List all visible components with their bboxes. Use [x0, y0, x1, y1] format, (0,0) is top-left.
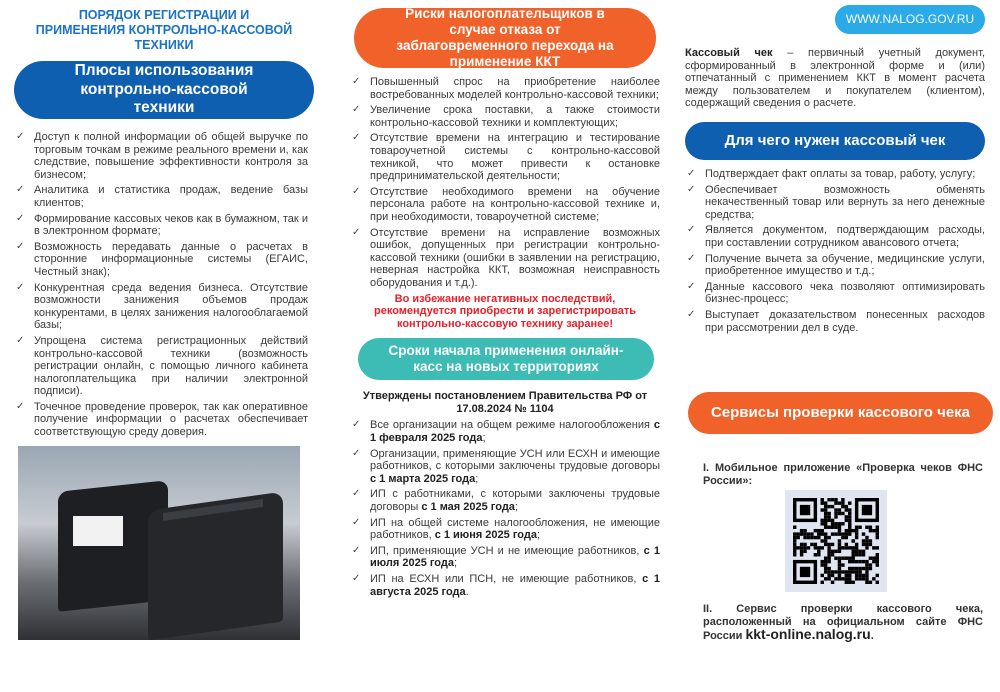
- deadline-item: [350, 448, 660, 486]
- risks-list: [350, 76, 660, 290]
- list-item-text: Формирование кассовых чеков как в бумажном, так и в электронном формате;: [34, 212, 308, 238]
- list-item: [685, 309, 985, 334]
- list-item-text: Подтверждает факт оплаты за товар, работу, услугу;: [705, 167, 976, 180]
- middle-column: [350, 5, 660, 601]
- website-link[interactable]: WWW.NALOG.GOV.RU: [835, 5, 985, 34]
- services-heading: Сервисы проверки кассового чека: [688, 392, 993, 434]
- checkmark-icon: ✓: [16, 334, 25, 346]
- deadline-text: ИП, применяющие УСН и не имеющие работников,: [370, 544, 644, 557]
- deadlines-list: [350, 419, 660, 598]
- checkmark-icon: ✓: [352, 76, 361, 87]
- list-item: [685, 253, 985, 278]
- qr-code-image: [793, 498, 879, 584]
- list-item-text: Получение вычета за обучение, медицинские услуги, приобретенное имущество и т.д.;: [705, 252, 985, 278]
- list-item: [14, 184, 308, 209]
- checkmark-icon: ✓: [352, 516, 361, 528]
- list-item-text: Отсутствие времени на интеграцию и тестирование товароучетной системы с контрольно-кассовой техникой, что может привести к остановке предпринимательской деятельности;: [370, 132, 660, 183]
- deadline-end: ;: [536, 529, 541, 542]
- service-website-text: II. Сервис проверки кассового чека, расположенный на официальном сайте ФНС России: [703, 603, 983, 643]
- deadline-item: [350, 517, 660, 542]
- advantages-list: [14, 131, 314, 439]
- checkmark-icon: ✓: [687, 183, 696, 195]
- checkmark-icon: ✓: [687, 280, 696, 292]
- deadline-text: ИП на ЕСХН или ПСН, не имеющие работников,: [370, 573, 643, 585]
- definition-term: Кассовый чек: [685, 47, 773, 59]
- list-item-text: Упрощена система регистрационных действий контрольно-кассовой техники (возможность регистрации онлайн, с помощью личного кабинета налогоплательщика при наличии электронной подписи).: [34, 334, 308, 398]
- deadline-text: ИП с работниками, с которыми заключены трудовые договоры: [370, 488, 660, 514]
- deadline-item: [350, 573, 660, 598]
- checkmark-icon: ✓: [687, 252, 696, 264]
- list-item: [14, 131, 308, 181]
- checkmark-icon: ✓: [16, 184, 25, 196]
- checkmark-icon: ✓: [352, 447, 361, 459]
- checkmark-icon: ✓: [687, 224, 696, 236]
- deadline-date: с 1 августа 2025 года: [370, 573, 660, 598]
- risks-heading: Риски налогоплательщиков в случае отказа от заблаговременного перехода на применение ККТ: [354, 8, 656, 68]
- deadline-end: ;: [453, 557, 458, 570]
- list-item: [350, 132, 660, 182]
- kkt-online-link[interactable]: kkt-online.nalog.ru: [745, 626, 871, 643]
- list-item: [14, 335, 308, 398]
- list-item: [14, 241, 308, 279]
- list-item: [685, 281, 985, 306]
- deadline-date: с 1 июля 2025 года: [370, 544, 660, 570]
- checkmark-icon: ✓: [352, 132, 361, 144]
- checkmark-icon: ✓: [352, 185, 361, 197]
- list-item-text: Повышенный спрос на приобретение наиболее востребованных моделей контрольно-кассовой техники;: [370, 76, 660, 101]
- service-website-end: .: [870, 630, 874, 643]
- right-column: [685, 5, 985, 643]
- deadline-item: [350, 545, 660, 570]
- receipt-purpose-heading: Для чего нужен кассовый чек: [685, 122, 985, 160]
- left-column: [14, 8, 314, 442]
- service-mobile-app: I. Мобильное приложение «Проверка чеков ФНС России»:: [703, 462, 983, 487]
- deadline-item: [350, 419, 660, 444]
- deadline-text: ИП на общей системе налогообложения, не имеющие работников,: [370, 516, 660, 542]
- list-item: [14, 282, 308, 332]
- list-item: [14, 213, 308, 238]
- deadline-date: с 1 июня 2025 года: [434, 529, 537, 542]
- list-item-text: Отсутствие времени на исправление возможных ошибок, допущенных при регистрации контрольно-кассовой техники (ошибки в заявлении на регистрацию, неверная настройка ККТ, возможная неисправность оборудования и т.д.).: [370, 226, 660, 289]
- checkmark-icon: ✓: [352, 573, 361, 584]
- checkmark-icon: ✓: [352, 419, 361, 431]
- list-item-text: Конкурентная среда ведения бизнеса. Отсутствие возможности занижения объемов продаж конкурентами, в целях занижения налогооблагаемой базы;: [34, 281, 308, 332]
- checkmark-icon: ✓: [16, 212, 25, 224]
- list-item: [350, 104, 660, 129]
- checkmark-icon: ✓: [687, 167, 696, 179]
- checkmark-icon: ✓: [16, 281, 25, 293]
- checkmark-icon: ✓: [352, 544, 361, 556]
- list-item: [14, 401, 308, 439]
- approval-note: Утверждены постановлением Правительства РФ от 17.08.2024 № 1104: [362, 390, 648, 415]
- list-item: [685, 168, 985, 181]
- checkmark-icon: ✓: [16, 240, 25, 252]
- list-item: [350, 186, 660, 224]
- list-item-text: Аналитика и статистика продаж, ведение базы клиентов;: [34, 184, 308, 209]
- deadlines-heading: Сроки начала применения онлайн-касс на новых территориях: [358, 338, 654, 380]
- deadline-end: ;: [514, 501, 518, 514]
- receipt-purpose-list: [685, 168, 985, 334]
- list-item: [685, 224, 985, 249]
- advantages-heading: Плюсы использования контрольно-кассовой техники: [14, 61, 314, 119]
- checkmark-icon: ✓: [352, 104, 361, 116]
- deadline-text: Организации, применяющие УСН или ЕСХН и имеющие работников, с которыми заключены трудовые договоры: [370, 447, 660, 473]
- checkmark-icon: ✓: [16, 131, 25, 142]
- checkmark-icon: ✓: [352, 226, 361, 238]
- list-item-text: Является документом, подтверждающим расходы, при составлении сотрудником авансового отчета;: [705, 224, 985, 249]
- list-item-text: Увеличение срока поставки, а также стоимости контрольно-кассовой техники и комплектующих;: [370, 104, 660, 129]
- list-item-text: Доступ к полной информации об общей выручке по торговым точкам в режиме реального времени и, как следствие, повышение эффективности контроля за бизнесом;: [34, 131, 308, 181]
- qr-code: [785, 490, 887, 592]
- deadline-end: ;: [475, 472, 479, 485]
- list-item-text: Данные кассового чека позволяют оптимизировать бизнес-процесс;: [705, 280, 985, 306]
- service-website: [703, 603, 983, 643]
- list-item-text: Возможность передавать данные о расчетах в сторонние информационные системы (ЕГАИС, Честный знак);: [34, 240, 308, 278]
- checkmark-icon: ✓: [16, 400, 25, 412]
- checkmark-icon: ✓: [352, 488, 361, 500]
- deadline-text: Все организации на общем режиме налогообложения: [370, 419, 654, 432]
- list-item: [350, 76, 660, 101]
- list-item: [350, 227, 660, 290]
- list-item-text: Отсутствие необходимого времени на обучение персонала работе на контрольно-кассовой технике и, при необходимости, товароучетной системе;: [370, 185, 660, 223]
- warning-text: Во избежание негативных последствий, рекомендуется приобрести и зарегистрировать контрольно-кассовую технику заранее!: [374, 292, 636, 330]
- definition-text: – первичный учетный документ, сформированный в электронной форме и (или) отпечатанный с применением ККТ в момент расчета между пользователем и покупателем (клиентом), содержащий сведения о расчете.: [685, 47, 985, 110]
- list-item-text: Выступает доказательством понесенных расходов при рассмотрении дел в суде.: [705, 308, 985, 334]
- deadline-date: с 1 марта 2025 года: [370, 472, 476, 485]
- list-item: [685, 184, 985, 222]
- deadline-date: с 1 февраля 2025 года: [370, 419, 660, 445]
- cash-register-photo: [18, 446, 300, 640]
- deadline-item: [350, 488, 660, 513]
- list-item-text: Точечное проведение проверок, так как оперативное получение информации о расчетах обеспечивает соответствующую среду доверия.: [34, 400, 308, 439]
- deadline-end: .: [465, 585, 469, 598]
- deadline-end: ;: [482, 432, 486, 445]
- deadline-date: с 1 мая 2025 года: [421, 501, 515, 514]
- brochure-title: ПОРЯДОК РЕГИСТРАЦИИ И ПРИМЕНЕНИЯ КОНТРОЛЬНО-КАССОВОЙ ТЕХНИКИ: [35, 8, 293, 52]
- checkmark-icon: ✓: [687, 308, 696, 320]
- receipt-definition: [685, 47, 985, 110]
- list-item-text: Обеспечивает возможность обменять некачественный товар или вернуть за него денежные средства;: [705, 183, 985, 221]
